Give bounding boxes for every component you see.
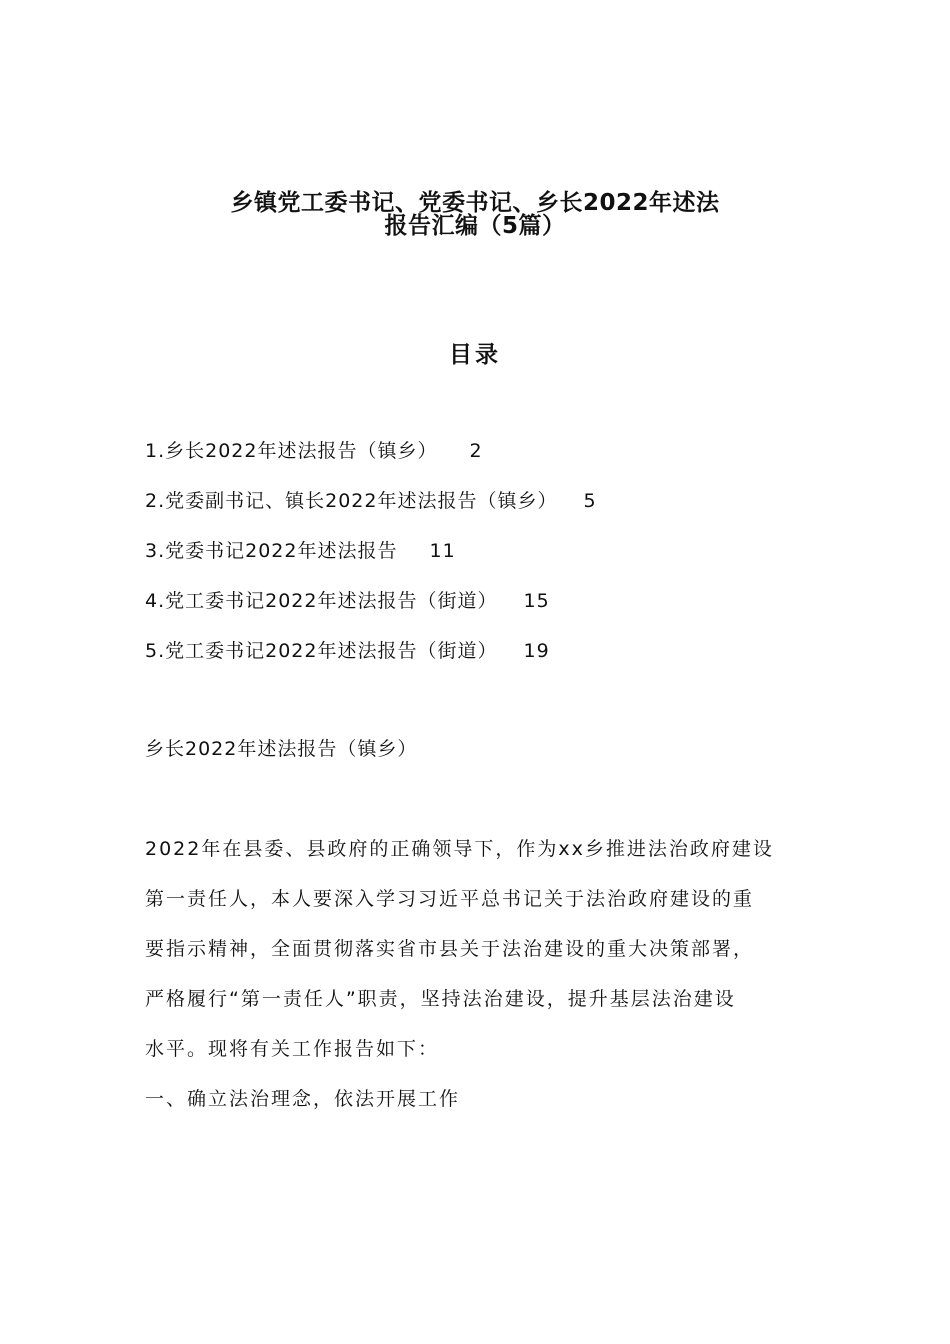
body-paragraph-line: 水平。现将有关工作报告如下： [145, 1038, 440, 1060]
toc-item[interactable] [145, 536, 456, 563]
toc-item-page: 5 [583, 490, 597, 512]
body-paragraph-line: 2022年在县委、县政府的正确领导下，作为xx乡推进法治政府建设 [145, 838, 774, 860]
heading-level-1: 一、确立法治理念，依法开展工作 [145, 1088, 461, 1110]
toc-item-label: 4.党工委书记2022年述法报告（街道） [145, 590, 498, 612]
toc-item-label: 2.党委副书记、镇长2022年述法报告（镇乡） [145, 490, 558, 512]
body-paragraph-line: 严格履行“第一责任人”职责，坚持法治建设，提升基层法治建设 [145, 988, 736, 1010]
toc-item[interactable] [145, 636, 550, 663]
toc-item[interactable] [145, 486, 597, 513]
document-title-line-1: 乡镇党工委书记、党委书记、乡长2022年述法 [230, 190, 720, 216]
section-title: 乡长2022年述法报告（镇乡） [145, 738, 418, 760]
toc-item-page: 19 [523, 640, 550, 662]
toc-item[interactable] [145, 436, 483, 463]
toc-item-label: 5.党工委书记2022年述法报告（街道） [145, 640, 498, 662]
body-paragraph-line: 要指示精神，全面贯彻落实省市县关于法治建设的重大决策部署， [145, 938, 755, 960]
toc-item-page: 11 [429, 540, 456, 562]
toc-item[interactable] [145, 586, 550, 613]
toc-item-label: 1.乡长2022年述法报告（镇乡） [145, 440, 438, 462]
toc-item-page: 2 [469, 440, 483, 462]
toc-heading: 目录 [449, 342, 501, 368]
document-title-line-2: 报告汇编（5篇） [384, 213, 566, 239]
body-paragraph-line: 第一责任人，本人要深入学习习近平总书记关于法治政府建设的重 [145, 888, 755, 910]
toc-item-label: 3.党委书记2022年述法报告 [145, 540, 398, 562]
toc-item-page: 15 [523, 590, 550, 612]
